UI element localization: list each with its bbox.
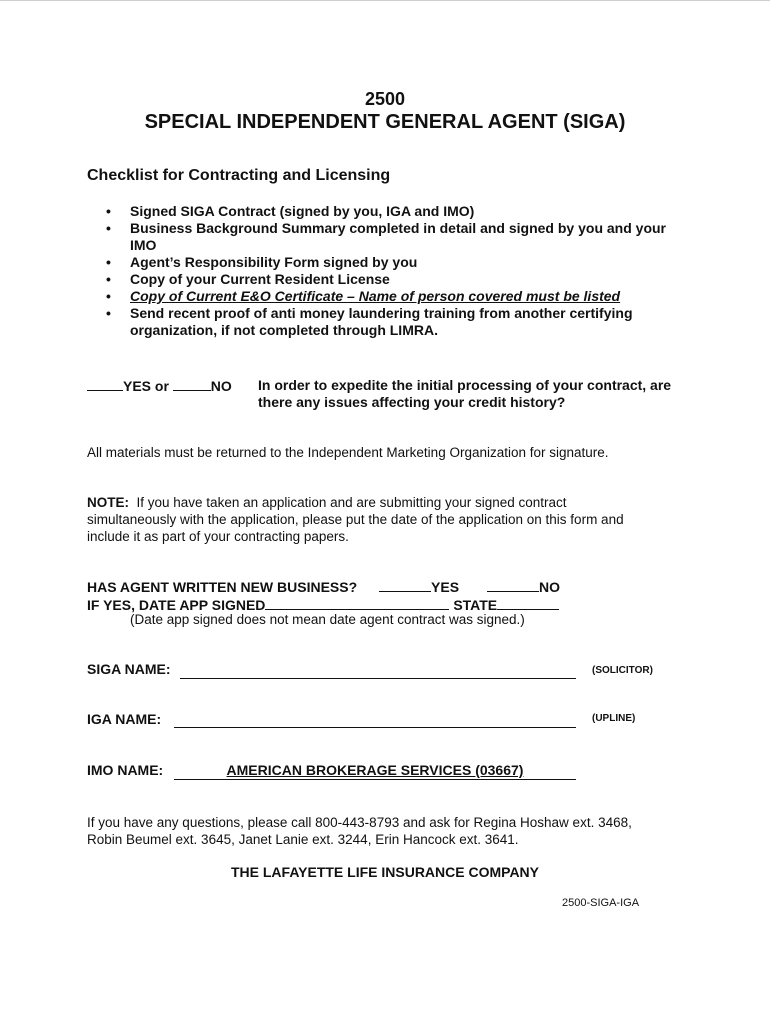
checklist-item-text: Copy of your Current Resident License bbox=[130, 271, 390, 287]
new-business-question: HAS AGENT WRITTEN NEW BUSINESS? bbox=[87, 579, 358, 595]
checklist-item-text: Send recent proof of anti money laundering training from another certifying bbox=[130, 305, 633, 321]
checklist-item bbox=[103, 203, 703, 220]
page-title: SPECIAL INDEPENDENT GENERAL AGENT (SIGA) bbox=[144, 111, 626, 133]
note-paragraph bbox=[87, 494, 687, 545]
bullet-icon: • bbox=[106, 254, 111, 270]
note-line: simultaneously with the application, please put the date of the application on this form and bbox=[87, 512, 624, 527]
contact-line: If you have any questions, please call 800-443-8793 and ask for Regina Hoshaw ext. 3468, bbox=[87, 815, 632, 830]
new-business-yes-blank[interactable] bbox=[379, 578, 431, 592]
new-business-yes-label: YES bbox=[431, 579, 460, 595]
new-business-no-label: NO bbox=[538, 579, 560, 595]
contact-line: Robin Beumel ext. 3645, Janet Lanie ext. 3244, Erin Hancock ext. 3641. bbox=[87, 832, 519, 847]
credit-yes-label: YES or bbox=[123, 378, 169, 394]
checklist-item-text: Agent’s Responsibility Form signed by you bbox=[130, 254, 418, 270]
imo-name-field bbox=[174, 762, 576, 780]
checklist-item bbox=[103, 288, 703, 305]
state-field[interactable] bbox=[497, 596, 559, 610]
note-label: NOTE: bbox=[87, 495, 129, 510]
siga-name-field[interactable] bbox=[180, 678, 576, 679]
checklist-item-text-cont: organization, if not completed through LIMRA. bbox=[130, 322, 438, 338]
imo-name-label: IMO NAME: bbox=[87, 762, 164, 778]
bullet-icon: • bbox=[106, 288, 111, 304]
new-business-section bbox=[87, 578, 560, 614]
checklist-item-text: Copy of Current E&O Certificate – Name of person covered must be listed bbox=[130, 288, 621, 304]
credit-question-line: there any issues affecting your credit history? bbox=[258, 394, 566, 410]
credit-answer bbox=[87, 377, 232, 395]
credit-question bbox=[258, 377, 698, 411]
materials-note: All materials must be returned to the Independent Marketing Organization for signature. bbox=[87, 445, 609, 460]
checklist-item-text-cont: IMO bbox=[130, 237, 157, 253]
date-app-signed-label: IF YES, DATE APP SIGNED bbox=[87, 597, 266, 613]
form-number: 2500 bbox=[364, 89, 406, 109]
date-disclaimer: (Date app signed does not mean date agent contract was signed.) bbox=[130, 612, 525, 627]
imo-name-value: AMERICAN BROKERAGE SERVICES (03667) bbox=[226, 762, 524, 778]
scan-edge-rule bbox=[0, 0, 770, 1]
credit-question-line: In order to expedite the initial processing of your contract, are bbox=[258, 377, 672, 393]
contact-paragraph bbox=[87, 814, 697, 848]
checklist-item bbox=[103, 254, 703, 271]
siga-name-label: SIGA NAME: bbox=[87, 661, 171, 677]
bullet-icon: • bbox=[106, 271, 111, 287]
form-code: 2500-SIGA-IGA bbox=[562, 897, 640, 909]
new-business-no-blank[interactable] bbox=[487, 578, 539, 592]
iga-name-label: IGA NAME: bbox=[87, 711, 162, 727]
bullet-icon: • bbox=[106, 203, 111, 219]
upline-tag: (UPLINE) bbox=[592, 713, 636, 724]
bullet-icon: • bbox=[106, 220, 111, 236]
checklist-item bbox=[103, 271, 703, 288]
note-line: include it as part of your contracting papers. bbox=[87, 529, 349, 544]
solicitor-tag: (SOLICITOR) bbox=[592, 665, 653, 676]
checklist-item bbox=[103, 220, 703, 254]
checklist-item bbox=[103, 305, 703, 339]
checklist-heading: Checklist for Contracting and Licensing bbox=[87, 167, 391, 184]
date-app-signed-field[interactable] bbox=[265, 596, 449, 610]
checklist-item-text: Business Background Summary completed in detail and signed by you and your bbox=[130, 220, 666, 236]
company-name: THE LAFAYETTE LIFE INSURANCE COMPANY bbox=[230, 864, 540, 880]
checklist-item-text: Signed SIGA Contract (signed by you, IGA and IMO) bbox=[130, 203, 475, 219]
bullet-icon: • bbox=[106, 305, 111, 321]
credit-no-label: NO bbox=[210, 378, 232, 394]
iga-name-field[interactable] bbox=[174, 727, 576, 728]
credit-no-blank[interactable] bbox=[173, 377, 211, 391]
state-label: STATE bbox=[453, 597, 498, 613]
credit-yes-blank[interactable] bbox=[87, 377, 123, 391]
checklist bbox=[103, 203, 703, 339]
note-line: If you have taken an application and are submitting your signed contract bbox=[136, 495, 567, 510]
